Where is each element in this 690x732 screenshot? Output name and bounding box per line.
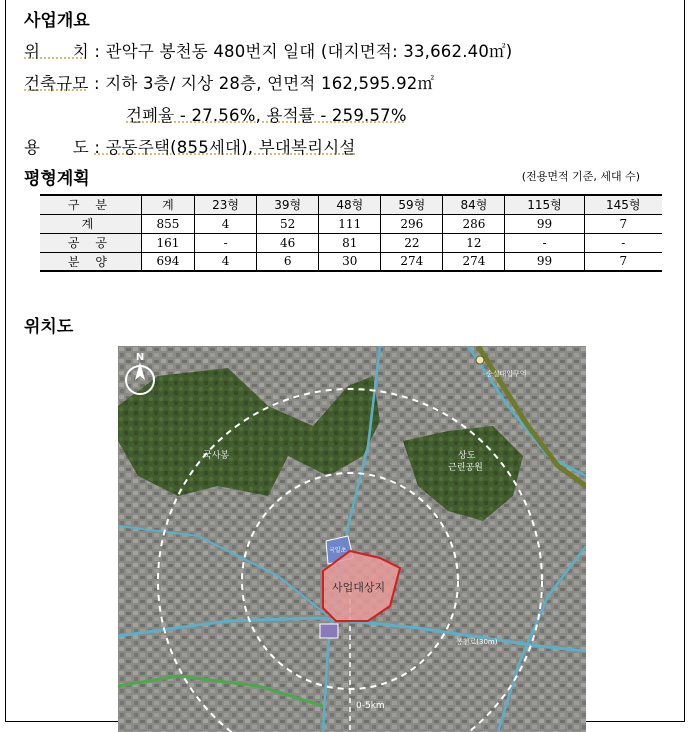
- table-cell: 52: [257, 214, 319, 233]
- section-title-location: 위치도: [24, 317, 74, 337]
- header-cell: 145형: [584, 195, 662, 214]
- table-cell: 274: [443, 252, 505, 271]
- table-cell: 161: [141, 233, 194, 252]
- station-marker: [476, 356, 484, 364]
- table-cell: 22: [381, 233, 443, 252]
- header-cell: 구 분: [40, 195, 141, 214]
- map-label-school: 국일초: [329, 547, 347, 554]
- table-cell: 46: [257, 233, 319, 252]
- row-header-cell: 분 양: [40, 252, 141, 271]
- section-title-plan: 평형계획: [24, 169, 90, 189]
- table-cell: -: [584, 233, 662, 252]
- table-cell: 7: [584, 252, 662, 271]
- location-row: [24, 38, 512, 62]
- location-label: 위 치: [24, 42, 89, 61]
- table-cell: 111: [319, 214, 381, 233]
- header-cell: 23형: [195, 195, 257, 214]
- header-cell: 59형: [381, 195, 443, 214]
- table-cell: 274: [381, 252, 443, 271]
- scale-label: 건축규모: [24, 74, 89, 93]
- table-cell: 12: [443, 233, 505, 252]
- table-note: (전용면적 기준, 세대 수): [521, 170, 640, 183]
- map-label-station: 숭실대입구역: [486, 370, 527, 378]
- ratio-value: 건폐율 - 27.56%, 용적률 - 259.57%: [126, 106, 407, 125]
- table-header-row: [40, 195, 662, 214]
- table-cell: -: [505, 233, 584, 252]
- table-cell: 6: [257, 252, 319, 271]
- table-row: [40, 214, 662, 233]
- row-header-cell: 계: [40, 214, 141, 233]
- header-cell: 48형: [319, 195, 381, 214]
- row-header-cell: 공 공: [40, 233, 141, 252]
- header-cell: 84형: [443, 195, 505, 214]
- table-cell: 286: [443, 214, 505, 233]
- table-row: [40, 252, 662, 271]
- map-label-road: 봉천로(30m): [456, 638, 498, 646]
- svg-text:N: N: [135, 352, 145, 363]
- use-row: [24, 134, 356, 158]
- table-cell: 99: [505, 252, 584, 271]
- header-cell: 계: [141, 195, 194, 214]
- table-cell: 296: [381, 214, 443, 233]
- table-cell: 30: [319, 252, 381, 271]
- section-title-overview: 사업개요: [24, 11, 90, 31]
- map-image: [118, 346, 586, 732]
- location-value: : 관악구 봉천동 480번지 일대 (대지면적: 33,662.40㎡): [94, 42, 513, 61]
- ratio-row: [126, 102, 407, 126]
- table-cell: -: [195, 233, 257, 252]
- map-label-sangdo: 상도: [458, 451, 476, 461]
- table-cell: 855: [141, 214, 194, 233]
- table-cell: 7: [584, 214, 662, 233]
- map-label-gukjabong: 국사봉: [203, 451, 230, 461]
- map-label-site: 사업대상지: [332, 581, 386, 594]
- header-cell: 39형: [257, 195, 319, 214]
- location-map: [118, 346, 586, 732]
- scale-row: [24, 70, 434, 94]
- table-cell: 81: [319, 233, 381, 252]
- use-label: 용 도: [24, 138, 89, 157]
- use-value: : 공동주택(855세대), 부대복리시설: [94, 138, 356, 157]
- table-cell: 4: [195, 252, 257, 271]
- unit-plan-table: [40, 194, 662, 272]
- map-label-park: 근린공원: [448, 463, 483, 473]
- scale-value: : 지하 3층/ 지상 28층, 연면적 162,595.92㎡: [94, 74, 435, 93]
- map-label-radius: 0-5km: [356, 701, 385, 711]
- table-cell: 4: [195, 214, 257, 233]
- table-row: [40, 233, 662, 252]
- header-cell: 115형: [505, 195, 584, 214]
- community-center: [320, 624, 338, 638]
- table-cell: 694: [141, 252, 194, 271]
- table-cell: 99: [505, 214, 584, 233]
